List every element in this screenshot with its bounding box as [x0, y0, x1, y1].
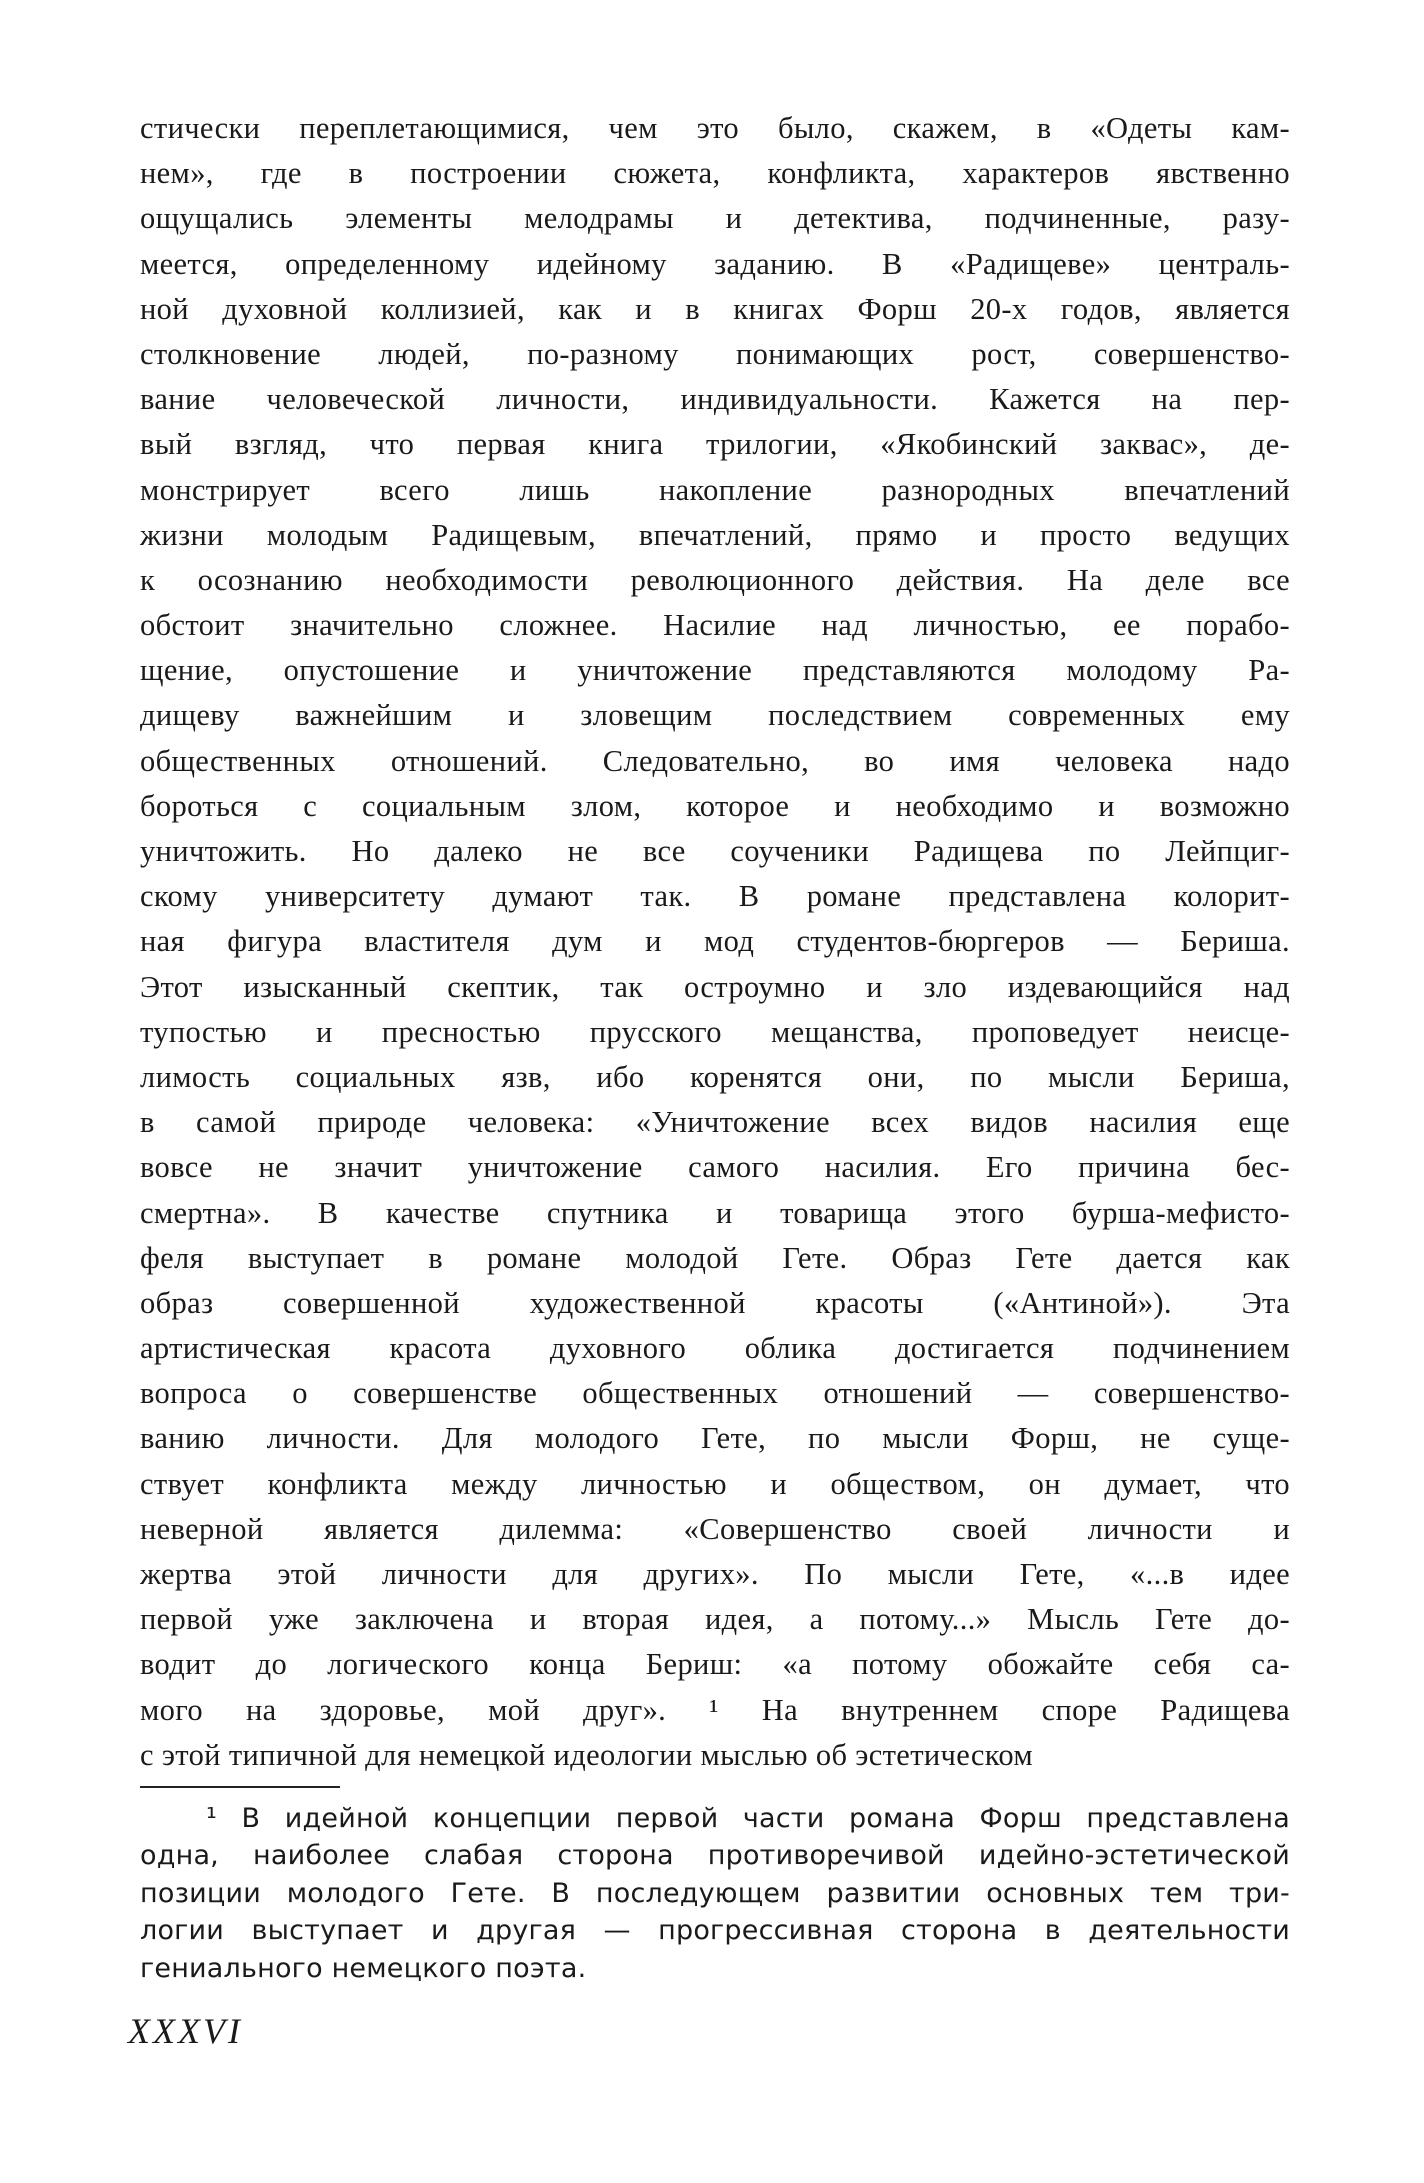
text-line: вый взгляд, что первая книга трилогии, «Якобинский заквас», де- — [140, 427, 1290, 462]
text-line: артистическая красота духовного облика достигается подчинением — [140, 1331, 1290, 1366]
text-line: первой уже заключена и вторая идея, а потому...» Мысль Гете до- — [140, 1602, 1290, 1637]
text-line: ощущались элементы мелодрамы и детектива, подчиненные, разу- — [140, 201, 1290, 236]
text-line: стически переплетающимися, чем это было, скажем, в «Одеты кам- — [140, 111, 1290, 145]
text-line: смертна». В качестве спутника и товарища этого бурша-мефисто- — [140, 1195, 1290, 1230]
text-line: скому университету думают так. В романе представлена колорит- — [140, 879, 1290, 914]
text-line: ная фигура властителя дум и мод студентов-бюргеров — Бериша. — [140, 924, 1290, 959]
text-line: жертва этой личности для других». По мысли Гете, «...в идее — [140, 1557, 1290, 1591]
text-line: вопроса о совершенстве общественных отношений — совершенство- — [140, 1376, 1290, 1411]
page-number: XXXVI — [128, 2011, 243, 2051]
text-line: вание человеческой личности, индивидуальности. Кажется на пер- — [140, 382, 1290, 417]
text-line: мого на здоровье, мой друг». ¹ На внутреннем споре Радищева — [140, 1692, 1290, 1727]
footnote-line: одна, наиболее слабая сторона противоречивой идейно-эстетической — [140, 1840, 1290, 1872]
text-line: обстоит значительно сложнее. Насилие над личностью, ее порабо- — [140, 608, 1290, 643]
text-line: бороться с социальным злом, которое и необходимо и возможно — [140, 788, 1290, 823]
text-line: дищеву важнейшим и зловещим последствием современных ему — [140, 698, 1290, 733]
text-line: нем», где в построении сюжета, конфликта, характеров явственно — [140, 156, 1290, 191]
footnote-line: логии выступает и другая — прогрессивная сторона в деятельности — [140, 1915, 1290, 1947]
text-line: ванию личности. Для молодого Гете, по мысли Форш, не суще- — [140, 1421, 1290, 1456]
text-line: неверной является дилемма: «Совершенство своей личности и — [140, 1511, 1290, 1546]
text-line: образ совершенной художественной красоты («Антиной»). Эта — [140, 1285, 1290, 1320]
text-line: столкновение людей, по-разному понимающих рост, совершенство- — [140, 336, 1290, 371]
main-text-block — [140, 106, 1290, 1778]
text-line: уничтожить. Но далеко не все соученики Радищева по Лейпциг- — [140, 834, 1290, 868]
footnote-line: позиции молодого Гете. В последующем развитии основных тем три- — [140, 1877, 1290, 1909]
text-line: с этой типичной для немецкой идеологии мыслью об эстетическом — [140, 1737, 1034, 1772]
text-line: жизни молодым Радищевым, впечатлений, прямо и просто ведущих — [140, 517, 1290, 552]
text-line: тупостью и пресностью прусского мещанства, проповедует неисце- — [140, 1014, 1290, 1049]
text-line: щение, опустошение и уничтожение представляются молодому Ра- — [140, 653, 1290, 688]
footnote-line: ¹ В идейной концепции первой части романа Форш представлена — [206, 1803, 1290, 1834]
footnote-line: гениального немецкого поэта. — [140, 1952, 587, 1984]
text-line: меется, определенному идейному заданию. В «Радищеве» централь- — [140, 246, 1290, 281]
text-line: ной духовной коллизией, как и в книгах Форш 20-х годов, является — [140, 291, 1290, 326]
text-line: к осознанию необходимости революционного действия. На деле все — [140, 562, 1290, 597]
text-line: феля выступает в романе молодой Гете. Образ Гете дается как — [140, 1240, 1290, 1275]
text-line: ствует конфликта между личностью и обществом, он думает, что — [140, 1466, 1290, 1501]
text-line: водит до логического конца Бериш: «а потому обожайте себя са- — [140, 1647, 1290, 1682]
footnote-divider — [140, 1786, 340, 1788]
text-line: Этот изысканный скептик, так остроумно и зло издевающийся над — [140, 969, 1290, 1004]
footnote — [140, 1800, 1290, 1987]
text-line: лимость социальных язв, ибо коренятся они, по мысли Бериша, — [140, 1059, 1290, 1094]
text-line: монстрирует всего лишь накопление разнородных впечатлений — [140, 472, 1290, 507]
text-line: в самой природе человека: «Уничтожение всех видов насилия еще — [140, 1105, 1290, 1140]
text-line: вовсе не значит уничтожение самого насилия. Его причина бес- — [140, 1150, 1290, 1185]
text-line: общественных отношений. Следовательно, во имя человека надо — [140, 743, 1290, 778]
